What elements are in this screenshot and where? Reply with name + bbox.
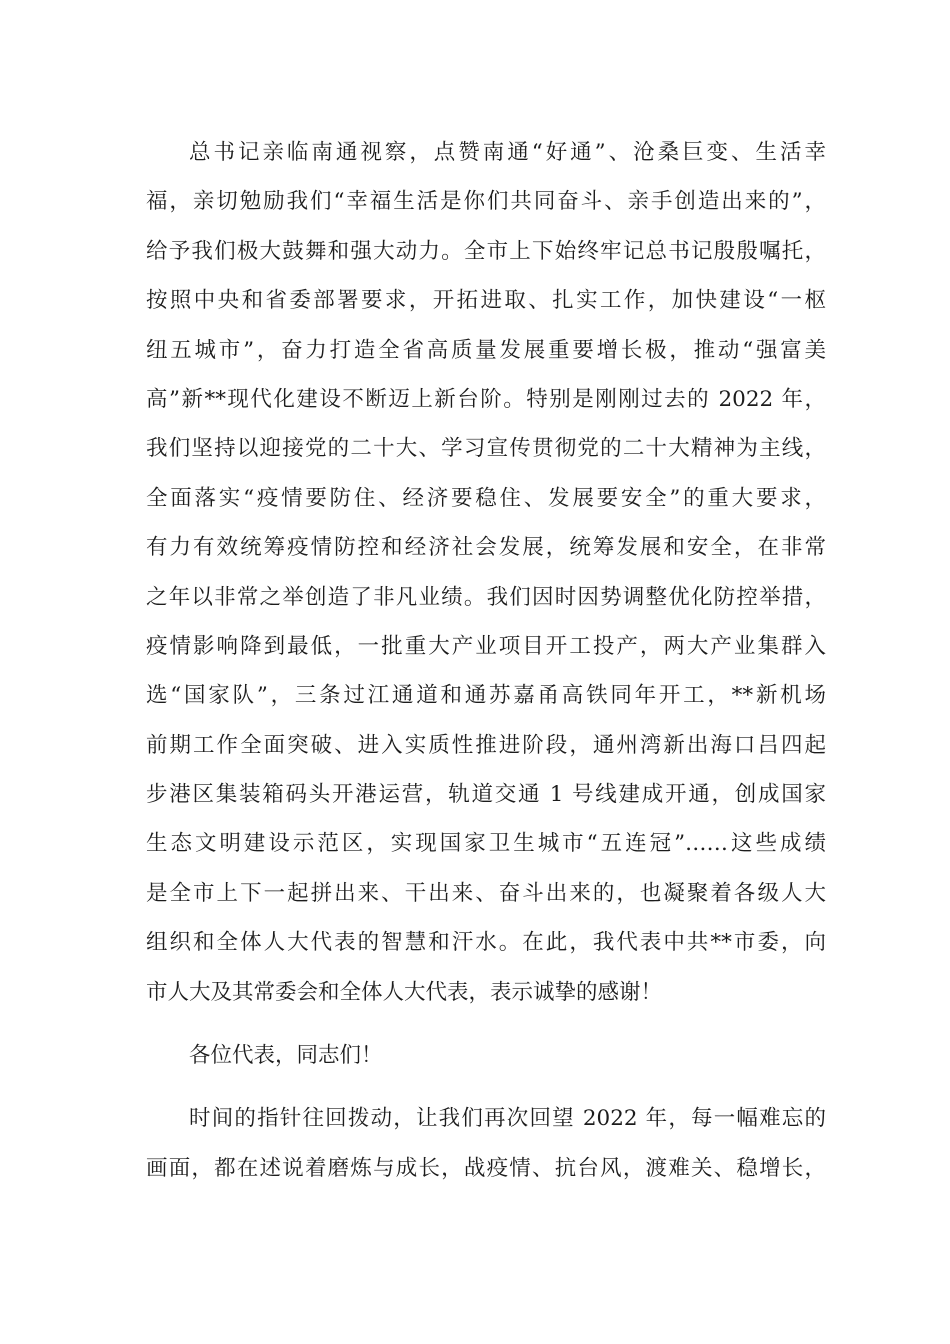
paragraph-spacer — [146, 1017, 826, 1031]
paragraph-review — [146, 1094, 826, 1193]
paragraph-salutation — [146, 1031, 826, 1080]
text-line: 各位代表，同志们！ — [189, 1043, 383, 1069]
text-line: 疫情影响降到最低，一批重大产业项目开工投产，两大产业集群入 — [146, 633, 826, 659]
text-line: 之年以非常之举创造了非凡业绩。我们因时因势调整优化防控举措， — [146, 584, 826, 610]
text-line: 前期工作全面突破、进入实质性推进阶段，通州湾新出海口吕四起 — [146, 732, 826, 758]
text-line: 步港区集装箱码头开港运营，轨道交通 1 号线建成开通，创成国家 — [146, 782, 826, 808]
text-line: 组织和全体人大代表的智慧和汗水。在此，我代表中共**市委，向 — [146, 930, 826, 956]
text-line: 我们坚持以迎接党的二十大、学习宣传贯彻党的二十大精神为主线， — [146, 436, 826, 462]
text-line: 画面，都在述说着磨炼与成长，战疫情、抗台风，渡难关、稳增长， — [146, 1155, 826, 1181]
text-line: 选“国家队”，三条过江通道和通苏嘉甬高铁同年开工，**新机场 — [146, 683, 826, 709]
text-line: 给予我们极大鼓舞和强大动力。全市上下始终牢记总书记殷殷嘱托， — [146, 238, 826, 264]
text-line: 纽五城市”，奋力打造全省高质量发展重要增长极，推动“强富美 — [146, 337, 826, 363]
paragraph-spacer — [146, 1080, 826, 1094]
text-line: 按照中央和省委部署要求，开拓进取、扎实工作，加快建设“一枢 — [146, 288, 826, 314]
text-line: 总书记亲临南通视察，点赞南通“好通”、沧桑巨变、生活幸 — [189, 140, 826, 165]
text-line: 是全市上下一起拼出来、干出来、奋斗出来的，也凝聚着各级人大 — [146, 880, 826, 906]
text-line: 福，亲切勉励我们“幸福生活是你们共同奋斗、亲手创造出来的”， — [146, 189, 826, 215]
text-line: 生态文明建设示范区，实现国家卫生城市“五连冠”……这些成绩 — [146, 831, 826, 857]
paragraph-gratitude — [146, 128, 826, 1017]
text-line: 全面落实“疫情要防住、经济要稳住、发展要安全”的重大要求， — [146, 485, 826, 511]
text-line: 时间的指针往回拨动，让我们再次回望 2022 年，每一幅难忘的 — [189, 1106, 826, 1132]
document-body — [146, 128, 826, 1193]
text-line: 有力有效统筹疫情防控和经济社会发展，统筹发展和安全，在非常 — [146, 535, 826, 561]
text-line: 高”新**现代化建设不断迈上新台阶。特别是刚刚过去的 2022 年， — [146, 386, 826, 412]
text-line: 市人大及其常委会和全体人大代表，表示诚挚的感谢！ — [146, 979, 663, 1005]
